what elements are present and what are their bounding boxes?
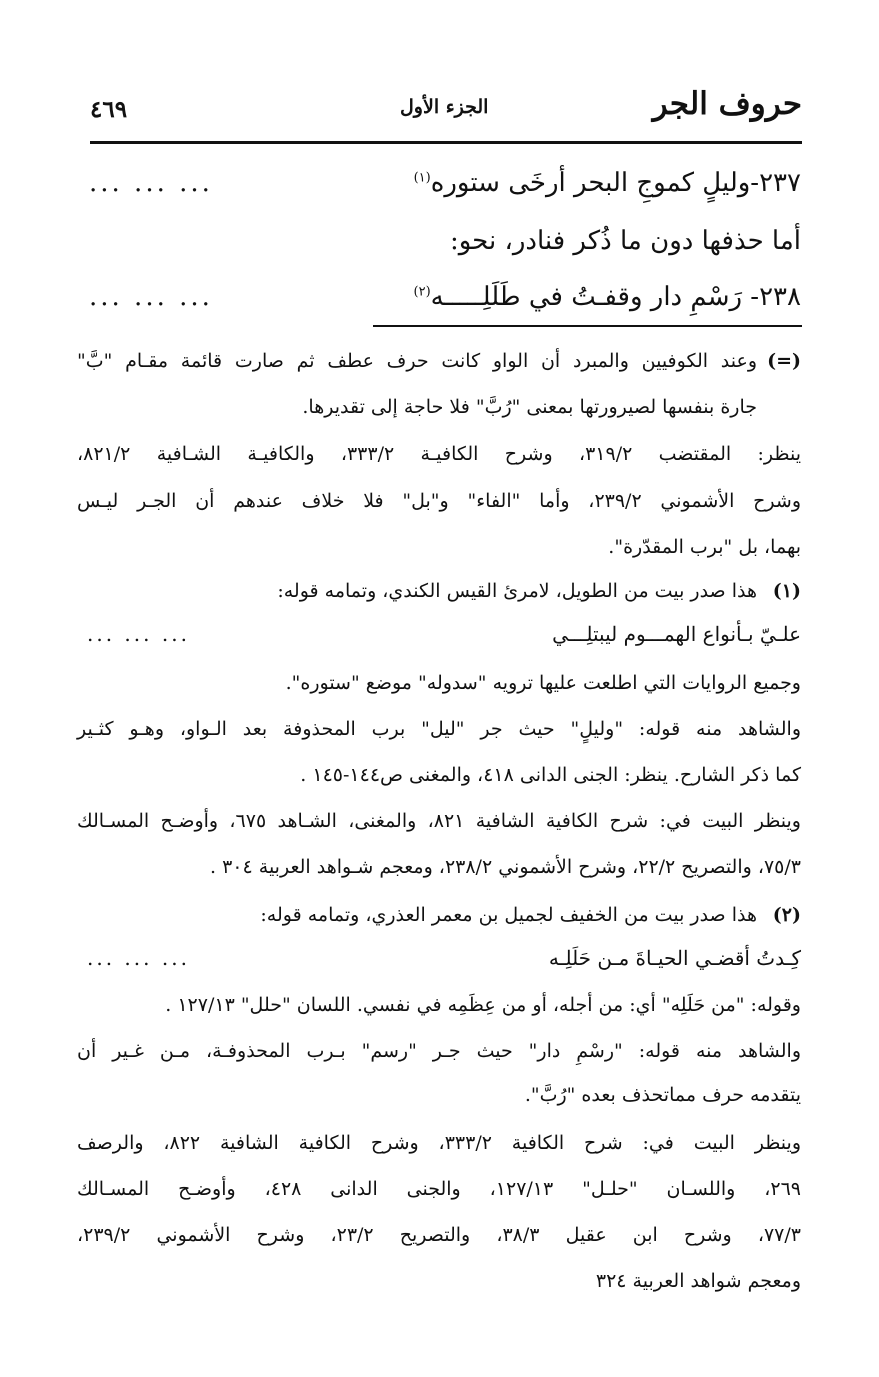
verse-237 [77,168,801,208]
footnote-line: هذا صدر بيت من الخفيف لجميل بن معمر العذري، وتمامه قوله: [260,904,757,926]
quoted-verse [77,622,801,658]
footnote-line: كما ذكر الشارح. ينظر: الجنى الدانى ٤١٨، والمغنى ص١٤٤-١٤٥ . [300,764,801,786]
footnote-line: ٧٥/٣، والتصريح ٢٢/٢، وشرح الأشموني ٢٣٨/٢، ومعجم شـواهد العربية ٣٠٤ . [210,856,801,878]
verse-hemistich: كِـدتُ أقضـي الحيـاةَ مـن حَلَلِـه [548,946,801,970]
verse-dots: ... ... ... [89,168,213,198]
verse-238 [77,282,801,322]
footnote-line: وقوله: "من حَلَلِه" أي: من أجله، أو من عِظَمِه في نفسي. اللسان "حلل" ١٢٧/١٣ . [165,994,801,1016]
header-rule [90,141,802,144]
footnote-line: وينظر البيت في: شرح الكافية الشافية ٨٢١، والمغنى، الشـاهد ٦٧٥، وأوضـح المسـالك [77,810,801,832]
footnote-line: هذا صدر بيت من الطويل، لامرئ القيس الكندي، وتمامه قوله: [277,580,757,602]
prose-line [77,226,801,266]
footnote-marker: (=) [767,350,801,372]
verse-hemistich: علـيّ بـأنواع الهمـــوم ليبتلِـــي [552,622,801,646]
verse-dots: ... ... ... [87,946,190,970]
footnote-2 [77,904,801,1304]
footnote-line: والشاهد منه قوله: "وليلٍ" حيث جر "ليل" برب المحذوفة بعد الـواو، وهـو كثـير [77,718,801,740]
verse-text: ٢٣٧-وليلٍ كموجِ البحر أرخَى ستوره$^{(١)}$ [413,168,801,198]
running-header [90,82,802,132]
verse-dots: ... ... ... [87,622,190,646]
footnote-ref: (١) [413,170,431,186]
footnote-line: ومعجم شواهد العربية ٣٢٤ [595,1270,801,1292]
footnote-line: وشرح الأشموني ٢٣٩/٢، وأما "الفاء" و"بل" فلا خلاف عندهم أن الجـر ليـس [77,490,801,512]
footnote-marker: (٢) [772,904,801,926]
volume-label: الجزء الأول [400,96,489,118]
verse-text: ٢٣٨- رَسْمِ دار وقفـتُ في طَلَلِـــــه$^{(٢)}$ [413,282,801,312]
footnote-line: ٧٧/٣، وشرح ابن عقيل ٣٨/٣، والتصريح ٢٣/٢، وشرح الأشموني ٢٣٩/٢، [77,1224,801,1246]
footnote-ref: (٢) [413,284,431,300]
footnote-line: ينظر: المقتضب ٣١٩/٢، وشرح الكافيـة ٣٣٣/٢، والكافيـة الشـافية ٨٢١/٢، [77,443,801,465]
footnote-separator [373,325,802,327]
footnote-line: والشاهد منه قوله: "رسْمِ دار" حيث جـر "رسم" بـرب المحذوفـة، مـن غـير أن [77,1040,801,1062]
footnote-marker: (١) [772,580,801,602]
footnote-continued [77,350,801,570]
footnote-line: ٢٦٩، واللسـان "حلـل" ١٢٧/١٣، والجنى الدانى ٤٢٨، وأوضـح المسـالك [77,1178,801,1200]
footnote-line: وعند الكوفيين والمبرد أن الواو كانت حرف عطف ثم صارت قائمة مقـام "بَّ" [77,350,757,372]
footnote-line: بهما، بل "برب المقدّرة". [608,536,801,558]
footnote-line: وينظر البيت في: شرح الكافية ٣٣٣/٢، وشرح الكافية الشافية ٨٢٢، والرصف [77,1132,802,1154]
footnote-line: وجميع الروايات التي اطلعت عليها ترويه "سدوله" موضع "ستوره". [285,672,801,694]
footnote-line: يتقدمه حرف مماتحذف بعده "رُبَّ". [524,1084,801,1106]
page-number: ٤٦٩ [90,96,128,123]
footnote-line: جارة بنفسها لصيرورتها بمعنى "رُبَّ" فلا حاجة إلى تقديرها. [302,396,757,418]
verse-dots: ... ... ... [89,282,213,312]
quoted-verse [77,946,801,982]
footnote-1 [77,580,801,880]
chapter-title: حروف الجر [652,86,802,122]
prose-text: أما حذفها دون ما ذُكر فنادر، نحو: [449,226,801,256]
